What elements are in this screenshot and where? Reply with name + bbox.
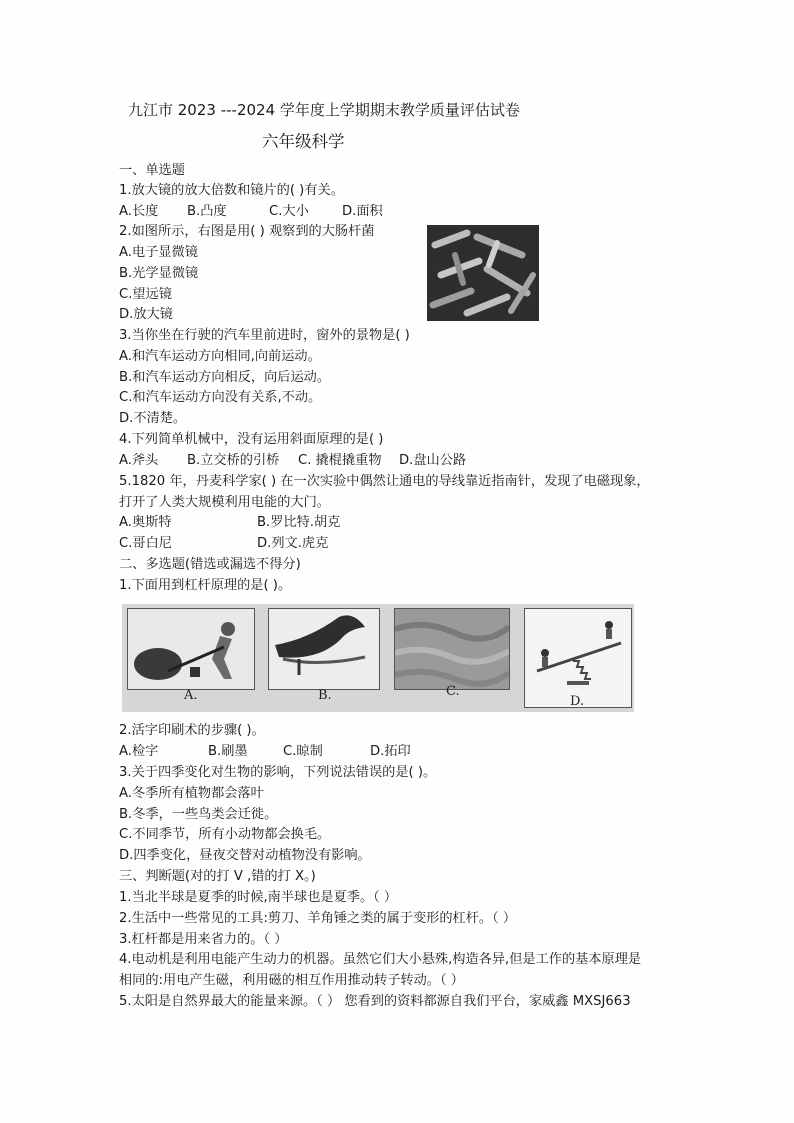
section-heading-single-choice: 一、单选题	[119, 163, 185, 178]
option-c: C.晾制	[283, 744, 323, 759]
question-stem: 1.下面用到杠杆原理的是( )。	[119, 578, 292, 593]
lever-pictures-strip	[122, 604, 634, 712]
question-stem: 5.1820 年，丹麦科学家( ) 在一次实验中偶然让通电的导线靠近指南针，发现了电磁现象，	[119, 474, 650, 489]
option-b: B.和汽车运动方向相反，向后运动。	[119, 370, 331, 385]
option-a: A.电子显微镜	[119, 245, 198, 260]
picture-label-a: A.	[184, 688, 198, 703]
question-stem: 2.活字印刷术的步骤( )。	[119, 723, 265, 738]
option-b: B.刷墨	[208, 744, 248, 759]
picture-b-bird-beak	[268, 608, 380, 690]
statement-item: 5.太阳是自然界最大的能量来源。（ ） 您看到的资料都源自我们平台，家威鑫 MXSJ663	[119, 994, 631, 1009]
option-c: C.望远镜	[119, 287, 172, 302]
option-a: A.冬季所有植物都会落叶	[119, 786, 264, 801]
option-c: C. 撬棍撬重物	[298, 453, 382, 468]
option-c: C.大小	[269, 204, 309, 219]
statement-item: 1.当北半球是夏季的时候,南半球也是夏季。（ ）	[119, 890, 398, 905]
question-stem: 2.如图所示，右图是用( ) 观察到的大肠杆菌	[119, 224, 375, 239]
question-stem-continued: 打开了人类大规模利用电能的大门。	[119, 495, 330, 510]
option-b: B.冬季，一些鸟类会迁徙。	[119, 807, 278, 822]
option-a: A.检字	[119, 744, 159, 759]
exam-title: 九江市 2023 ---2024 学年度上学期期末教学质量评估试卷	[128, 101, 520, 119]
statement-item: 4.电动机是利用电能产生动力的机器。虽然它们大小悬殊,构造各异,但是工作的基本原理是	[119, 952, 642, 967]
option-c: C.和汽车运动方向没有关系,不动。	[119, 390, 322, 405]
option-b: B.立交桥的引桥	[187, 453, 280, 468]
statement-item: 3.杠杆都是用来省力的。（ ）	[119, 932, 288, 947]
option-d: D.盘山公路	[399, 453, 467, 468]
section-heading-multiple-choice: 二、多选题(错选或漏选不得分)	[119, 557, 301, 572]
option-c: C.哥白尼	[119, 536, 172, 551]
option-a: A.奥斯特	[119, 515, 172, 530]
option-d: D.面积	[342, 204, 383, 219]
section-heading-true-false: 三、判断题(对的打 V ,错的打 X。)	[119, 869, 316, 884]
question-stem: 3.关于四季变化对生物的影响，下列说法错误的是( )。	[119, 765, 437, 780]
option-d: D.拓印	[370, 744, 411, 759]
option-d: D.四季变化，昼夜交替对动植物没有影响。	[119, 848, 371, 863]
option-a: A.长度	[119, 204, 159, 219]
picture-d-seesaw	[524, 608, 632, 708]
option-c: C.不同季节，所有小动物都会换毛。	[119, 827, 331, 842]
bacteria-micrograph-image	[427, 225, 539, 321]
option-b: B.光学显微镜	[119, 266, 199, 281]
question-stem: 4.下列简单机械中，没有运用斜面原理的是( )	[119, 432, 384, 447]
picture-label-c: C.	[446, 684, 460, 699]
picture-label-b: B.	[318, 688, 332, 703]
statement-item: 2.生活中一些常见的工具:剪刀、羊角锤之类的属于变形的杠杆。（ ）	[119, 911, 517, 926]
picture-a-shovel-rock	[127, 608, 255, 690]
exam-subtitle: 六年级科学	[262, 132, 345, 151]
statement-item-continued: 相同的:用电产生磁，利用磁的相互作用推动转子转动。（ ）	[119, 973, 464, 988]
option-b: B.罗比特.胡克	[257, 515, 341, 530]
option-a: A.和汽车运动方向相同,向前运动。	[119, 349, 321, 364]
picture-label-d: D.	[570, 694, 585, 709]
option-d: D.列文.虎克	[257, 536, 329, 551]
picture-c-texture	[394, 608, 510, 690]
option-d: D.不清楚。	[119, 411, 187, 426]
question-stem: 1.放大镜的放大倍数和镜片的( )有关。	[119, 183, 344, 198]
question-stem: 3.当你坐在行驶的汽车里前进时，窗外的景物是( )	[119, 328, 410, 343]
option-a: A.斧头	[119, 453, 159, 468]
option-b: B.凸度	[187, 204, 227, 219]
option-d: D.放大镜	[119, 307, 173, 322]
